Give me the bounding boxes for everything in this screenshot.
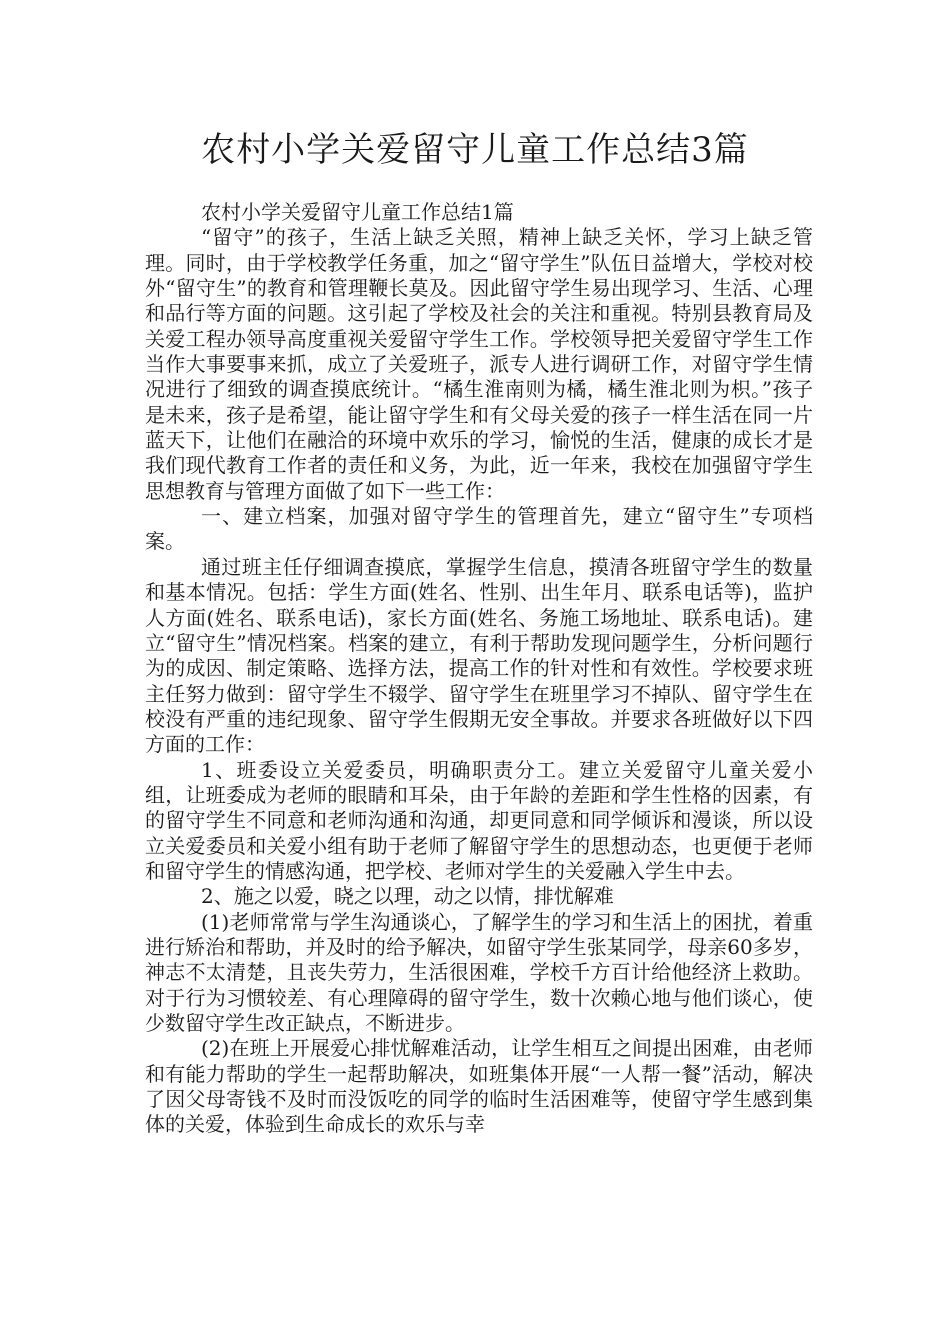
item-2-heading: 2、施之以爱，晓之以理，动之以情，排忧解难 bbox=[201, 884, 614, 909]
section-heading-archive: 一、建立档案，加强对留守学生的管理首先，建立“留守生”专项档案。 bbox=[145, 504, 813, 554]
archive-paragraph: 通过班主任仔细调查摸底，掌握学生信息，摸清各班留守学生的数量和基本情况。包括：学生方面(姓名、性别、出生年月、联系电话等)，监护人方面(姓名、联系电话)，家长方面(姓名、务施工场地址、联系电话)。建立“留守生”情况档案。档案的建立，有利于帮助发现问题学生，分析问题行为的成因、制定策略、选择方法，提高工作的针对性和有效性。学校要求班主任努力做到：留守学生不辍学、留守学生在班里学习不掉队、留守学生在校没有严重的违纪现象、留守学生假期无安全事故。并要求各班做好以下四方面的工作： bbox=[145, 554, 813, 757]
section-heading-part-1: 农村小学关爱留守儿童工作总结1篇 bbox=[201, 200, 514, 224]
item-1-paragraph: 1、班委设立关爱委员，明确职责分工。建立关爱留守儿童关爱小组，让班委成为老师的眼睛和耳朵，由于年龄的差距和学生性格的因素，有的留守学生不同意和老师沟通和沟通，却更同意和同学倾诉和漫谈，所以设立关爱委员和关爱小组有助于老师了解留守学生的思想动态，也更便于老师和留守学生的情感沟通，把学校、老师对学生的关爱融入学生中去。 bbox=[145, 757, 813, 883]
document-body bbox=[145, 200, 813, 1138]
subitem-2-paragraph: (2)在班上开展爱心排忧解难活动，让学生相互之间提出困难，由老师和有能力帮助的学生一起帮助解决，如班集体开展“一人帮一餐”活动，解决了因父母寄钱不及时而没饭吃的同学的临时生活困难等，使留守学生感到集体的关爱，体验到生命成长的欢乐与幸 bbox=[145, 1036, 813, 1137]
subitem-1-paragraph: (1)老师常常与学生沟通谈心，了解学生的学习和生活上的困扰，着重进行矫治和帮助，并及时的给予解决，如留守学生张某同学，母亲60多岁，神志不太清楚，且丧失劳力，生活很困难，学校千方百计给他经济上救助。对于行为习惯较差、有心理障碍的留守学生，数十次赖心地与他们谈心，使少数留守学生改正缺点，不断进步。 bbox=[145, 909, 813, 1035]
intro-paragraph: “留守”的孩子，生活上缺乏关照，精神上缺乏关怀，学习上缺乏管理。同时，由于学校教学任务重，加之“留守学生”队伍日益增大，学校对校外“留守生”的教育和管理鞭长莫及。因此留守学生易出现学习、生活、心理和品行等方面的问题。这引起了学校及社会的关注和重视。特别县教育局及关爱工程办领导高度重视关爱留守学生工作。学校领导把关爱留守学生工作当作大事要事来抓，成立了关爱班子，派专人进行调研工作，对留守学生情况进行了细致的调查摸底统计。“橘生淮南则为橘，橘生淮北则为枳。”孩子是未来，孩子是希望，能让留守学生和有父母关爱的孩子一样生活在同一片蓝天下，让他们在融洽的环境中欢乐的学习，愉悦的生活，健康的成长才是我们现代教育工作者的责任和义务，为此，近一年来，我校在加强留守学生思想教育与管理方面做了如下一些工作： bbox=[145, 225, 813, 503]
document-title: 农村小学关爱留守儿童工作总结3篇 bbox=[201, 130, 749, 170]
